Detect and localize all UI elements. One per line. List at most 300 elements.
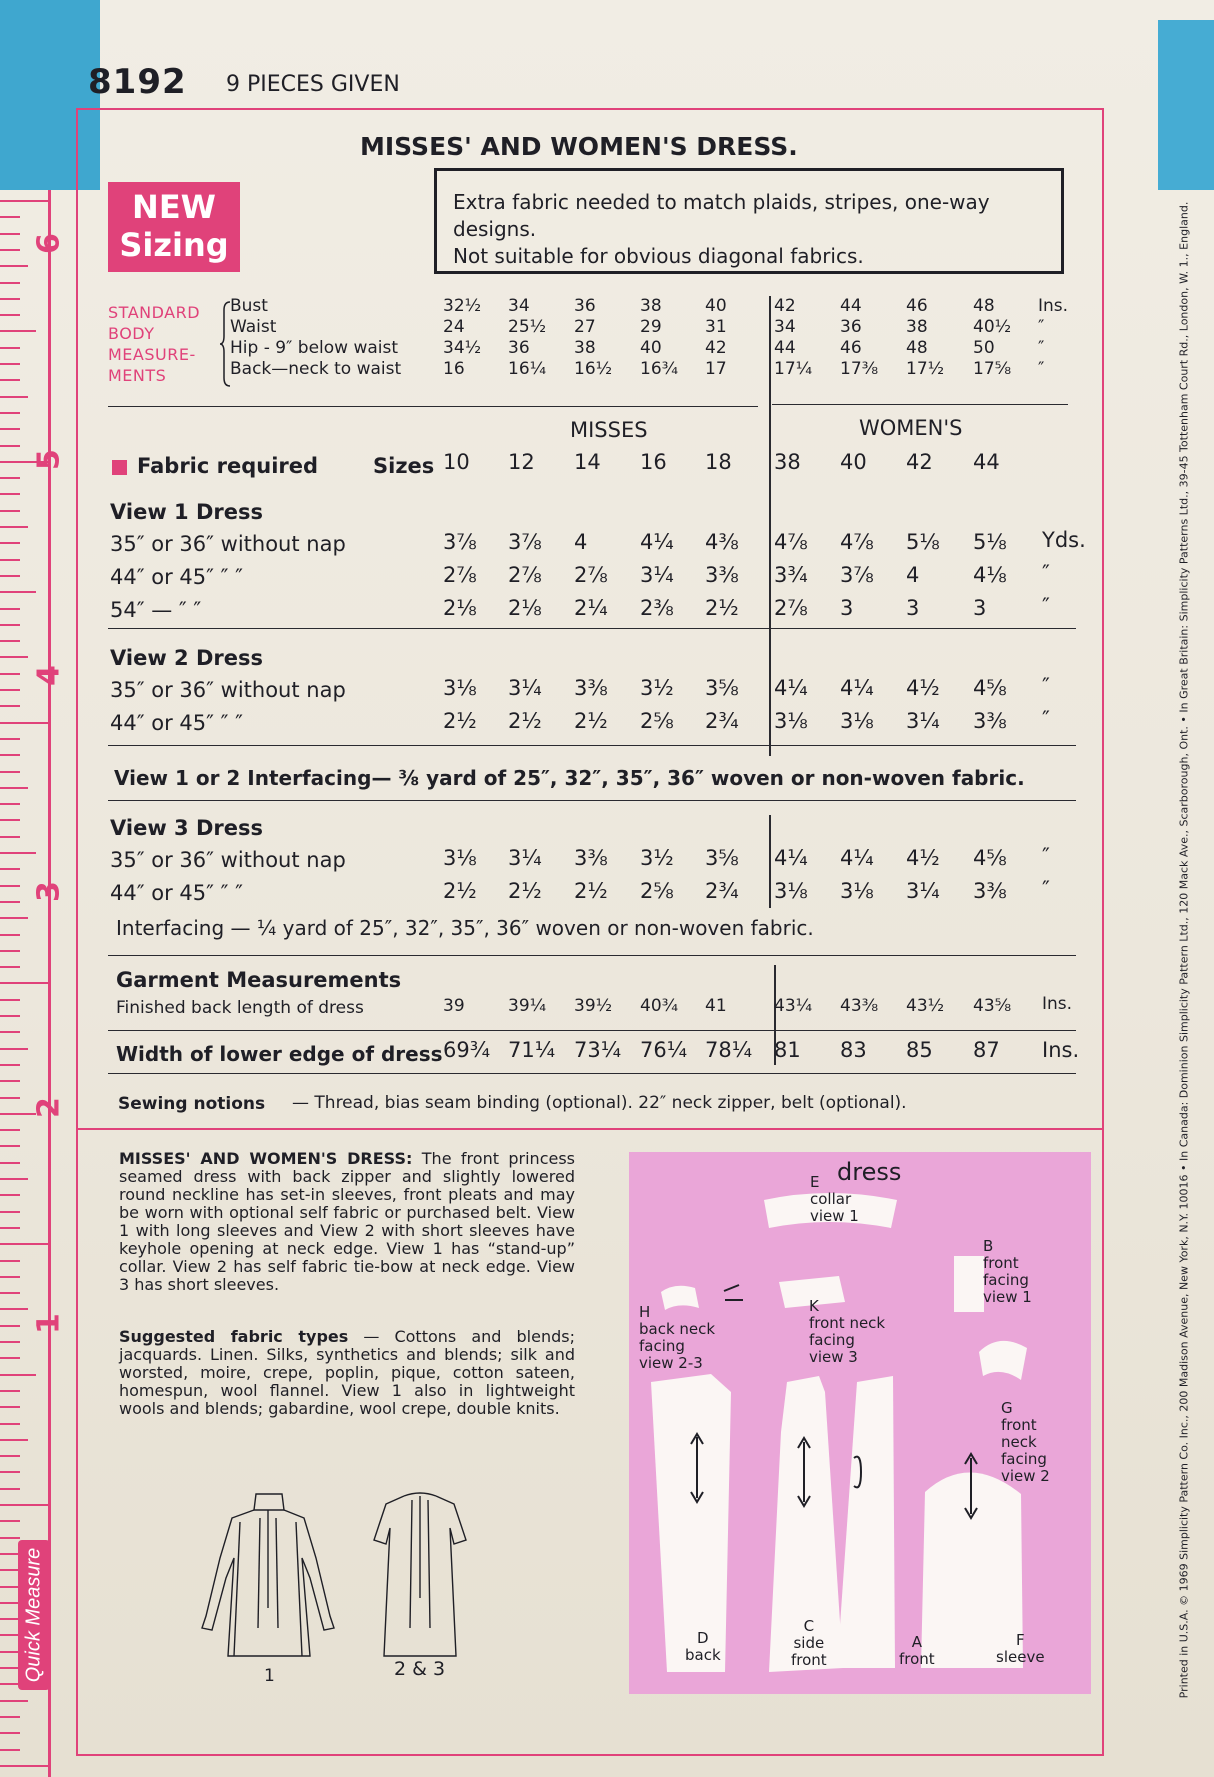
ruler-tick [0, 819, 20, 821]
note-line1: Extra fabric needed to match plaids, stripes, one-way designs. [453, 190, 990, 241]
ruler-tick [0, 1243, 48, 1245]
ruler-tick [0, 412, 20, 414]
yardage-value: 4 [906, 563, 920, 587]
piece-name: neck [1001, 1433, 1037, 1451]
ruler-line [48, 190, 51, 1777]
diagram-title: dress [837, 1158, 902, 1186]
measurement-value: 38 [640, 296, 662, 316]
ruler-tick [0, 934, 20, 936]
ruler-tick [0, 493, 20, 495]
ruler-tick [0, 1162, 20, 1164]
lower-edge-width-value: 73¼ [574, 1038, 622, 1062]
piece-name: front [1001, 1416, 1037, 1434]
ruler-tick [0, 477, 20, 479]
yardage-value: 3⅝ [705, 846, 739, 870]
measurement-value: 36 [574, 296, 596, 316]
ruler-tick [0, 1423, 20, 1425]
sewing-notions-text: — Thread, bias seam binding (optional). 22″ neck zipper, belt (optional). [292, 1093, 907, 1113]
rule [108, 745, 1076, 746]
piece-view: view 2-3 [639, 1354, 703, 1372]
yardage-value: 3¼ [640, 563, 674, 587]
measurement-unit: ″ [1038, 359, 1045, 379]
copyright-side-text [1172, 190, 1196, 1710]
page-title: MISSES' AND WOMEN'S DRESS. [360, 132, 798, 161]
yardage-unit: ″ [1042, 674, 1050, 698]
fabric-note-box [434, 168, 1064, 274]
piece-view: view 1 [810, 1207, 859, 1225]
measurement-value: 32½ [443, 296, 482, 316]
yardage-value: 2½ [443, 709, 477, 733]
piece-name: facing [983, 1271, 1029, 1289]
ruler-tick [0, 950, 20, 952]
ruler-tick [0, 999, 20, 1001]
ruler-tick [0, 526, 28, 528]
yardage-value: 2¾ [705, 709, 739, 733]
ruler-tick [0, 575, 20, 577]
yardage-value: 4½ [906, 846, 940, 870]
yardage-value: 3¼ [906, 709, 940, 733]
ruler-tick [0, 1553, 20, 1555]
rule [108, 800, 1076, 801]
note-line2: Not suitable for obvious diagonal fabrics. [453, 244, 864, 268]
yardage-value: 3¼ [508, 676, 542, 700]
piece-d [685, 1630, 721, 1664]
ruler-tick [0, 966, 20, 968]
ruler-tick [0, 1145, 20, 1147]
ruler-tick [0, 722, 48, 724]
piece-name: back [685, 1646, 721, 1664]
ruler-tick [0, 1586, 20, 1588]
ruler-tick [0, 249, 20, 251]
ruler-tick [0, 1357, 20, 1359]
ruler-tick [0, 1651, 20, 1653]
piece-view: view 2 [1001, 1467, 1050, 1485]
back-length-value: 43⅜ [840, 996, 879, 1016]
ruler-tick [0, 1602, 20, 1604]
measurement-value: 42 [774, 296, 796, 316]
size-value: 14 [574, 450, 601, 474]
measurement-value: 31 [705, 317, 727, 337]
size-value: 42 [906, 450, 933, 474]
measurement-unit: ″ [1038, 317, 1045, 337]
measurement-value: 16 [443, 359, 465, 379]
measurement-value: 17½ [906, 359, 945, 379]
measurement-value: 36 [508, 338, 530, 358]
copyright-text: Printed in U.S.A. © 1969 Simplicity Pattern Co. Inc., 200 Madison Avenue, New York, N.Y. 10016 • In Canada: Dominion Simplicity Pattern Ltd., 120 Mack Ave., Scarborough, Ont. • In Great Britain: Simplicity Patterns Ltd., 39-45 Tottenham Court Rd., London, W. 1., England. [1177, 201, 1191, 1699]
misses-label: MISSES [570, 418, 648, 442]
view-heading: View 3 Dress [110, 816, 263, 840]
ruler-number: 4 [31, 665, 67, 686]
ruler-tick [0, 1276, 20, 1278]
yardage-value: 2¾ [705, 879, 739, 903]
piece-name: facing [639, 1337, 685, 1355]
table-divider [769, 815, 771, 908]
size-value: 18 [705, 450, 732, 474]
dress-description [119, 1150, 575, 1294]
ruler-tick [0, 396, 28, 398]
measurement-value: 17⅜ [840, 359, 879, 379]
measurement-value: 34 [774, 317, 796, 337]
back-length-value: 39¼ [508, 996, 547, 1016]
measurement-value: 40 [705, 296, 727, 316]
ruler-tick [0, 1406, 20, 1408]
yardage-value: 2⅝ [640, 879, 674, 903]
measurement-value: 27 [574, 317, 596, 337]
ruler-tick [0, 689, 20, 691]
ruler-tick [0, 1471, 20, 1473]
ruler-tick [0, 1015, 20, 1017]
fabric-width-label: 35″ or 36″ without nap [110, 532, 346, 556]
yardage-unit: Yds. [1042, 528, 1086, 552]
rule [108, 1073, 1076, 1074]
rule [772, 404, 1068, 405]
measurement-value: 48 [906, 338, 928, 358]
piece-name: side [793, 1634, 825, 1652]
lower-edge-width-unit: Ins. [1042, 1038, 1080, 1062]
ruler-tick [0, 1537, 20, 1539]
yardage-value: 2½ [574, 709, 608, 733]
piece-name: sleeve [996, 1648, 1045, 1666]
measurement-value: 46 [906, 296, 928, 316]
piece-letter: D [697, 1629, 709, 1647]
yardage-value: 2½ [508, 879, 542, 903]
sizes-label: Sizes [373, 454, 435, 478]
ruler-tick [0, 1700, 28, 1702]
yardage-value: 2⅜ [640, 596, 674, 620]
piece-k [809, 1298, 885, 1366]
ruler-tick [0, 1683, 20, 1685]
label-line: MENTS [108, 366, 167, 385]
piece-e [810, 1174, 859, 1225]
measurement-value: 40½ [973, 317, 1012, 337]
ruler-tick [0, 298, 20, 300]
yardage-value: 3⅜ [973, 709, 1007, 733]
ruler-number: 6 [31, 233, 67, 254]
measurement-value: 44 [774, 338, 796, 358]
yardage-value: 3⅞ [508, 530, 542, 554]
piece-a [899, 1634, 935, 1668]
measurement-name: Hip - 9″ below waist [230, 338, 399, 358]
lower-edge-width-value: 76¼ [640, 1038, 688, 1062]
yardage-value: 2⅝ [640, 709, 674, 733]
ruler-tick [0, 347, 20, 349]
rule [108, 1030, 1076, 1031]
yardage-value: 3⅜ [574, 846, 608, 870]
ruler-tick [0, 428, 20, 430]
lower-edge-width-value: 83 [840, 1038, 867, 1062]
ruler-tick [0, 1308, 28, 1310]
back-length-value: 43¼ [774, 996, 813, 1016]
ruler-tick [0, 265, 28, 267]
yardage-value: 4¼ [840, 846, 874, 870]
back-length-label: Finished back length of dress [116, 998, 364, 1018]
ruler-tick [0, 1292, 20, 1294]
ruler-tick [0, 1732, 20, 1734]
view1-dress-sketch [198, 1488, 338, 1676]
label-line: MEASURE- [108, 345, 196, 364]
measurement-value: 34½ [443, 338, 482, 358]
size-value: 40 [840, 450, 867, 474]
yardage-value: 2⅛ [508, 596, 542, 620]
yardage-value: 3⅝ [705, 676, 739, 700]
ruler-tick [0, 885, 20, 887]
view2-3-dress-sketch [370, 1488, 470, 1676]
quick-measure-label [18, 1540, 50, 1690]
ruler-tick [0, 787, 28, 789]
yardage-value: 4⅝ [973, 846, 1007, 870]
fabric-types [119, 1328, 575, 1418]
ruler-tick [0, 754, 20, 756]
yardage-value: 4¼ [774, 676, 808, 700]
yardage-value: 2⅛ [443, 596, 477, 620]
lower-edge-width-value: 78¼ [705, 1038, 753, 1062]
lower-edge-width-value: 71¼ [508, 1038, 556, 1062]
ruler-tick [0, 1667, 20, 1669]
measurement-value: 48 [973, 296, 995, 316]
ruler-tick [0, 379, 20, 381]
interfacing-view3: Interfacing — ¼ yard of 25″, 32″, 35″, 36″ woven or non-woven fabric. [116, 916, 814, 940]
yardage-value: 3¼ [508, 846, 542, 870]
description-lead: MISSES' AND WOMEN'S DRESS: [119, 1149, 413, 1168]
ruler-tick [0, 559, 20, 561]
yardage-value: 2¼ [574, 596, 608, 620]
ruler-tick [0, 771, 20, 773]
ruler-tick [0, 803, 20, 805]
ruler-tick [0, 510, 20, 512]
measurement-value: 16½ [574, 359, 613, 379]
ruler-tick [0, 363, 20, 365]
fabric-width-label: 44″ or 45″ ″ ″ [110, 881, 244, 905]
piece-letter: G [1001, 1399, 1013, 1417]
yardage-value: 4⅝ [973, 676, 1007, 700]
piece-g [1001, 1400, 1050, 1485]
label-line: BODY [108, 324, 155, 343]
ruler-tick [0, 868, 20, 870]
ruler-tick [0, 1765, 48, 1767]
yardage-value: 3⅛ [443, 676, 477, 700]
piece-c [791, 1618, 827, 1669]
piece-letter: C [803, 1617, 815, 1635]
yardage-value: 4¼ [840, 676, 874, 700]
ruler-tick [0, 1211, 20, 1213]
yardage-unit: ″ [1042, 877, 1050, 901]
table-divider [769, 296, 771, 756]
measurement-name: Bust [230, 296, 268, 316]
ruler-number: 3 [31, 881, 67, 902]
ruler-tick [0, 1194, 20, 1196]
ruler-tick [0, 836, 20, 838]
measurement-value: 46 [840, 338, 862, 358]
piece-letter: F [1015, 1631, 1025, 1649]
yardage-value: 2½ [508, 709, 542, 733]
ruler-tick [0, 1097, 20, 1099]
back-length-value: 43⅝ [973, 996, 1012, 1016]
quick-measure-text: Quick Measure [22, 1547, 45, 1683]
fabric-width-label: 35″ or 36″ without nap [110, 678, 346, 702]
ruler-tick [0, 640, 20, 642]
interfacing-view1-2: View 1 or 2 Interfacing— ⅜ yard of 25″, 32″, 35″, 36″ woven or non-woven fabric. [114, 766, 1025, 790]
ruler-tick [0, 1178, 28, 1180]
ruler-tick [0, 591, 36, 593]
label-line: STANDARD [108, 303, 201, 322]
size-value: 38 [774, 450, 801, 474]
view-heading: View 1 Dress [110, 500, 263, 524]
fabric-required-marker [112, 460, 127, 475]
new-sizing-badge [108, 182, 240, 272]
yardage-value: 2½ [443, 879, 477, 903]
size-value: 16 [640, 450, 667, 474]
ruler-tick [0, 1374, 36, 1376]
sewing-notions-label: Sewing notions [118, 1094, 266, 1114]
yardage-unit: ″ [1042, 594, 1050, 618]
piece-name: front [791, 1651, 827, 1669]
ruler-tick [0, 330, 36, 332]
ruler-tick [0, 1520, 20, 1522]
yardage-value: 4½ [906, 676, 940, 700]
ruler-tick [0, 1439, 28, 1441]
section-divider [76, 1128, 1102, 1130]
measurement-value: 50 [973, 338, 995, 358]
ruler-tick [0, 982, 48, 984]
ruler-tick [0, 216, 20, 218]
piece-view: view 1 [983, 1288, 1032, 1306]
yardage-value: 3⅛ [840, 709, 874, 733]
piece-name: front neck [809, 1314, 886, 1332]
ruler-tick [0, 608, 20, 610]
piece-name: front [983, 1254, 1019, 1272]
measurement-value: 24 [443, 317, 465, 337]
piece-name: front [899, 1650, 935, 1668]
pieces-given: 9 PIECES GIVEN [226, 72, 400, 97]
back-length-value: 43½ [906, 996, 945, 1016]
ruler-tick [0, 445, 20, 447]
yardage-value: 4⅜ [705, 530, 739, 554]
piece-letter: K [809, 1297, 819, 1315]
lower-edge-width-label: Width of lower edge of dress [116, 1042, 443, 1066]
yardage-value: 3 [973, 596, 987, 620]
measurement-name: Back—neck to waist [230, 359, 402, 379]
measurement-value: 38 [906, 317, 928, 337]
measurement-value: 36 [840, 317, 862, 337]
fabric-width-label: 44″ or 45″ ″ ″ [110, 711, 244, 735]
ruler-tick [0, 738, 20, 740]
measurement-value: 17¼ [774, 359, 813, 379]
yardage-value: 2½ [705, 596, 739, 620]
piece-letter: E [810, 1173, 820, 1191]
measurement-value: 40 [640, 338, 662, 358]
ruler-number: 5 [31, 449, 67, 470]
fabric-required-label: Fabric required [137, 454, 319, 478]
piece-name: back neck [639, 1320, 716, 1338]
yardage-value: 5⅛ [906, 530, 940, 554]
garment-measurements-heading: Garment Measurements [116, 968, 402, 992]
ruler-tick [0, 314, 20, 316]
lower-edge-width-value: 81 [774, 1038, 801, 1062]
piece-name: facing [1001, 1450, 1047, 1468]
yardage-value: 3⅜ [705, 563, 739, 587]
ruler-tick [0, 1325, 20, 1327]
piece-f [996, 1632, 1045, 1666]
measurement-unit: ″ [1038, 338, 1045, 358]
back-length-value: 39 [443, 996, 465, 1016]
measurement-unit: Ins. [1038, 296, 1069, 316]
yardage-value: 2⅞ [443, 563, 477, 587]
yardage-value: 4 [574, 530, 588, 554]
measurement-value: 29 [640, 317, 662, 337]
yardage-value: 3⅜ [574, 676, 608, 700]
lower-edge-width-value: 87 [973, 1038, 1000, 1062]
fabric-types-lead: Suggested fabric types [119, 1327, 349, 1346]
yardage-value: 3 [840, 596, 854, 620]
view2-3-label: 2 & 3 [394, 1658, 446, 1680]
measurement-name: Waist [230, 317, 277, 337]
quick-measure-ruler [0, 190, 67, 1777]
yardage-value: 3⅛ [840, 879, 874, 903]
ruler-tick [0, 1129, 20, 1131]
back-length-value: 41 [705, 996, 727, 1016]
body-measurements-label [108, 302, 200, 386]
yardage-value: 5⅛ [973, 530, 1007, 554]
ruler-tick [0, 901, 20, 903]
measurement-value: 44 [840, 296, 862, 316]
yardage-value: 2⅞ [574, 563, 608, 587]
ruler-tick [0, 1048, 28, 1050]
yardage-value: 4¼ [774, 846, 808, 870]
yardage-unit: ″ [1042, 844, 1050, 868]
ruler-tick [0, 1080, 20, 1082]
yardage-value: 3⅜ [973, 879, 1007, 903]
yardage-value: 3¾ [774, 563, 808, 587]
yardage-value: 3⅛ [774, 879, 808, 903]
yardage-value: 2⅞ [508, 563, 542, 587]
fabric-width-label: 54″ — ″ ″ [110, 598, 202, 622]
back-length-value: 40¾ [640, 996, 679, 1016]
view1-label: 1 [264, 1666, 275, 1686]
ruler-number: 2 [31, 1097, 67, 1118]
size-value: 44 [973, 450, 1000, 474]
piece-letter: A [911, 1633, 922, 1651]
measurement-value: 16¼ [508, 359, 547, 379]
ruler-tick [0, 1455, 20, 1457]
pattern-pieces-diagram [629, 1152, 1091, 1694]
yardage-value: 2⅞ [774, 596, 808, 620]
measurement-value: 16¾ [640, 359, 679, 379]
ruler-tick [0, 1504, 48, 1506]
yardage-value: 3⅛ [774, 709, 808, 733]
ruler-tick [0, 1390, 20, 1392]
yardage-value: 3½ [640, 676, 674, 700]
yardage-value: 4⅞ [840, 530, 874, 554]
back-length-value: 39½ [574, 996, 613, 1016]
fabric-types-text: — Cottons and blends; jacquards. Linen. Silks, synthetics and blends; silk and worsted, moire, crepe, poplin, pique, cotton sateen, homespun, wool flannel. View 1 also in lightweight wools and blends; gabardine, wool crepe, double knits. [119, 1327, 575, 1418]
envelope-blue-flap [1158, 20, 1214, 190]
yardage-value: 3½ [640, 846, 674, 870]
pattern-number: 8192 [88, 62, 187, 102]
yardage-value: 4¼ [640, 530, 674, 554]
ruler-tick [0, 1031, 20, 1033]
size-value: 12 [508, 450, 535, 474]
ruler-tick [0, 705, 20, 707]
ruler-tick [0, 1618, 20, 1620]
badge-line2: Sizing [119, 226, 229, 264]
ruler-tick [0, 1716, 20, 1718]
ruler-tick [0, 673, 20, 675]
yardage-unit: ″ [1042, 707, 1050, 731]
piece-letter: B [983, 1237, 994, 1255]
back-length-unit: Ins. [1042, 994, 1073, 1014]
ruler-tick [0, 1064, 20, 1066]
measurement-value: 42 [705, 338, 727, 358]
